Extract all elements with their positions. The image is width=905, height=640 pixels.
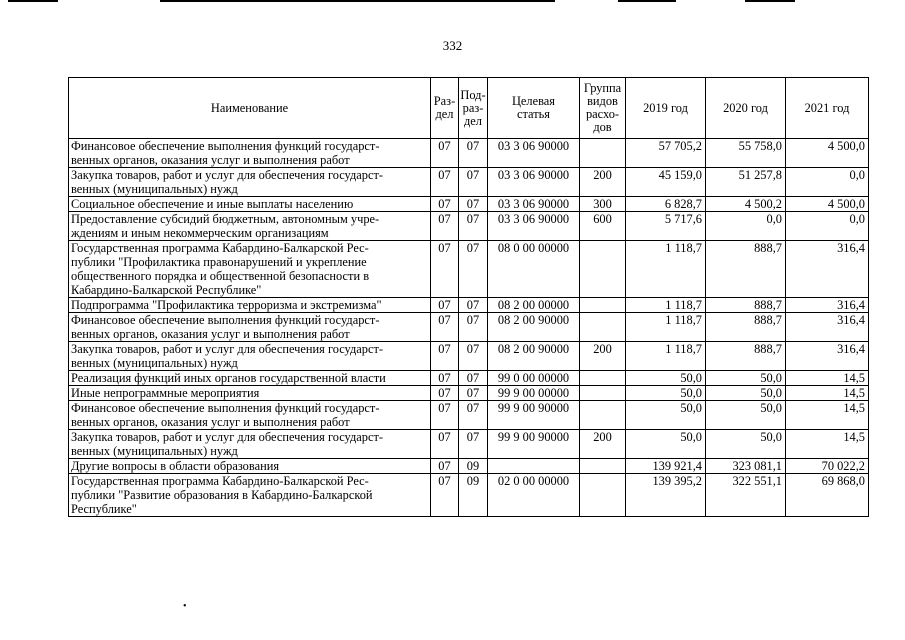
- table-row: [69, 342, 869, 371]
- header-year-2020: 2020 год: [706, 78, 786, 139]
- cell-year-2020: 50,0: [706, 401, 786, 430]
- cell-target-article: 02 0 00 00000: [488, 474, 580, 517]
- cell-target-article: 99 9 00 90000: [488, 430, 580, 459]
- cell-section: 07: [431, 197, 459, 212]
- cell-year-2019: 139 395,2: [626, 474, 706, 517]
- cell-expense-group: [580, 139, 626, 168]
- table-row: [69, 401, 869, 430]
- cell-target-article: 03 3 06 90000: [488, 139, 580, 168]
- cell-year-2020: 323 081,1: [706, 459, 786, 474]
- cell-subsection: 09: [459, 459, 488, 474]
- cell-year-2019: 1 118,7: [626, 298, 706, 313]
- cell-subsection: 07: [459, 298, 488, 313]
- cell-name: Финансовое обеспечение выполнения функций государст- венных органов, оказания услуг и выполнения работ: [69, 401, 431, 430]
- cell-section: 07: [431, 401, 459, 430]
- table-body: [69, 139, 869, 517]
- cell-expense-group: [580, 474, 626, 517]
- cell-year-2020: 888,7: [706, 298, 786, 313]
- cell-section: 07: [431, 371, 459, 386]
- cell-year-2019: 50,0: [626, 386, 706, 401]
- cell-target-article: 08 0 00 00000: [488, 241, 580, 298]
- cell-name: Закупка товаров, работ и услуг для обеспечения государст- венных (муниципальных) нужд: [69, 342, 431, 371]
- top-rule-fragment: [745, 0, 795, 2]
- cell-year-2019: 139 921,4: [626, 459, 706, 474]
- cell-expense-group: [580, 313, 626, 342]
- cell-subsection: 09: [459, 474, 488, 517]
- cell-year-2021: 69 868,0: [786, 474, 869, 517]
- cell-subsection: 07: [459, 212, 488, 241]
- header-year-2021: 2021 год: [786, 78, 869, 139]
- cell-target-article: 08 2 00 90000: [488, 313, 580, 342]
- cell-expense-group: [580, 401, 626, 430]
- header-expense-group: Группа видов расхо- дов: [580, 78, 626, 139]
- cell-section: 07: [431, 386, 459, 401]
- cell-year-2019: 45 159,0: [626, 168, 706, 197]
- cell-subsection: 07: [459, 168, 488, 197]
- cell-year-2021: 0,0: [786, 212, 869, 241]
- cell-year-2020: 888,7: [706, 313, 786, 342]
- cell-name: Государственная программа Кабардино-Балкарской Рес- публики "Развитие образования в Кабардино-Балкарской Республике": [69, 474, 431, 517]
- cell-name: Государственная программа Кабардино-Балкарской Рес- публики "Профилактика правонарушений и укрепление общественного порядка и общественной безопасности в Кабардино-Балкарской Республике": [69, 241, 431, 298]
- cell-section: 07: [431, 430, 459, 459]
- cell-subsection: 07: [459, 401, 488, 430]
- cell-year-2020: 55 758,0: [706, 139, 786, 168]
- cell-name: Финансовое обеспечение выполнения функций государст- венных органов, оказания услуг и выполнения работ: [69, 139, 431, 168]
- cell-section: 07: [431, 241, 459, 298]
- cell-section: 07: [431, 459, 459, 474]
- cell-target-article: 03 3 06 90000: [488, 168, 580, 197]
- cell-year-2020: 50,0: [706, 386, 786, 401]
- table-row: [69, 371, 869, 386]
- cell-year-2021: 14,5: [786, 371, 869, 386]
- cell-expense-group: 200: [580, 430, 626, 459]
- cell-year-2021: 316,4: [786, 298, 869, 313]
- cell-section: 07: [431, 342, 459, 371]
- top-rule-fragment: [618, 0, 676, 2]
- cell-year-2021: 316,4: [786, 241, 869, 298]
- top-rule-fragment: [8, 0, 58, 2]
- cell-section: 07: [431, 212, 459, 241]
- table-row: [69, 459, 869, 474]
- table-row: [69, 313, 869, 342]
- cell-expense-group: 200: [580, 342, 626, 371]
- header-name: Наименование: [69, 78, 431, 139]
- table-row: [69, 212, 869, 241]
- cell-year-2019: 57 705,2: [626, 139, 706, 168]
- cell-year-2019: 1 118,7: [626, 313, 706, 342]
- cell-section: 07: [431, 298, 459, 313]
- cell-subsection: 07: [459, 386, 488, 401]
- cell-subsection: 07: [459, 139, 488, 168]
- table-row: [69, 168, 869, 197]
- table-header-row: [69, 78, 869, 139]
- header-year-2019: 2019 год: [626, 78, 706, 139]
- cell-year-2021: 70 022,2: [786, 459, 869, 474]
- cell-subsection: 07: [459, 342, 488, 371]
- cell-expense-group: [580, 298, 626, 313]
- cell-year-2021: 4 500,0: [786, 197, 869, 212]
- cell-year-2019: 50,0: [626, 371, 706, 386]
- header-target-article: Целевая статья: [488, 78, 580, 139]
- cell-year-2020: 0,0: [706, 212, 786, 241]
- cell-year-2021: 316,4: [786, 342, 869, 371]
- cell-subsection: 07: [459, 371, 488, 386]
- cell-year-2020: 888,7: [706, 241, 786, 298]
- cell-expense-group: [580, 459, 626, 474]
- cell-name: Другие вопросы в области образования: [69, 459, 431, 474]
- cell-year-2021: 316,4: [786, 313, 869, 342]
- cell-subsection: 07: [459, 241, 488, 298]
- cell-name: Иные непрограммные мероприятия: [69, 386, 431, 401]
- cell-expense-group: 200: [580, 168, 626, 197]
- cell-year-2019: 50,0: [626, 401, 706, 430]
- table-row: [69, 139, 869, 168]
- cell-year-2019: 50,0: [626, 430, 706, 459]
- cell-year-2020: 50,0: [706, 430, 786, 459]
- cell-expense-group: 600: [580, 212, 626, 241]
- cell-target-article: [488, 459, 580, 474]
- cell-year-2020: 50,0: [706, 371, 786, 386]
- cell-section: 07: [431, 313, 459, 342]
- budget-table: [68, 77, 869, 517]
- cell-name: Закупка товаров, работ и услуг для обеспечения государст- венных (муниципальных) нужд: [69, 430, 431, 459]
- stray-dot: •: [183, 601, 187, 612]
- cell-year-2019: 5 717,6: [626, 212, 706, 241]
- cell-name: Финансовое обеспечение выполнения функций государст- венных органов, оказания услуг и выполнения работ: [69, 313, 431, 342]
- cell-target-article: 03 3 06 90000: [488, 212, 580, 241]
- cell-name: Подпрограмма "Профилактика терроризма и экстремизма": [69, 298, 431, 313]
- cell-expense-group: [580, 371, 626, 386]
- cell-subsection: 07: [459, 197, 488, 212]
- cell-section: 07: [431, 139, 459, 168]
- table-row: [69, 386, 869, 401]
- cell-year-2020: 51 257,8: [706, 168, 786, 197]
- cell-subsection: 07: [459, 430, 488, 459]
- cell-year-2019: 6 828,7: [626, 197, 706, 212]
- cell-target-article: 03 3 06 90000: [488, 197, 580, 212]
- top-rule-fragment: [160, 0, 555, 2]
- cell-name: Закупка товаров, работ и услуг для обеспечения государст- венных (муниципальных) нужд: [69, 168, 431, 197]
- table-row: [69, 474, 869, 517]
- cell-expense-group: [580, 241, 626, 298]
- page-number: 332: [442, 38, 463, 53]
- cell-subsection: 07: [459, 313, 488, 342]
- cell-target-article: 99 0 00 00000: [488, 371, 580, 386]
- header-section: Раз- дел: [431, 78, 459, 139]
- table-row: [69, 241, 869, 298]
- header-subsection: Под- раз- дел: [459, 78, 488, 139]
- cell-year-2020: 322 551,1: [706, 474, 786, 517]
- cell-year-2021: 0,0: [786, 168, 869, 197]
- cell-year-2021: 4 500,0: [786, 139, 869, 168]
- table-row: [69, 298, 869, 313]
- cell-year-2021: 14,5: [786, 386, 869, 401]
- cell-target-article: 08 2 00 00000: [488, 298, 580, 313]
- cell-target-article: 08 2 00 90000: [488, 342, 580, 371]
- cell-name: Предоставление субсидий бюджетным, автономным учре- ждениям и иным некоммерческим организациям: [69, 212, 431, 241]
- cell-year-2019: 1 118,7: [626, 241, 706, 298]
- cell-year-2021: 14,5: [786, 430, 869, 459]
- cell-name: Реализация функций иных органов государственной власти: [69, 371, 431, 386]
- cell-year-2020: 4 500,2: [706, 197, 786, 212]
- cell-year-2019: 1 118,7: [626, 342, 706, 371]
- cell-expense-group: 300: [580, 197, 626, 212]
- cell-section: 07: [431, 168, 459, 197]
- cell-section: 07: [431, 474, 459, 517]
- cell-year-2021: 14,5: [786, 401, 869, 430]
- cell-name: Социальное обеспечение и иные выплаты населению: [69, 197, 431, 212]
- cell-expense-group: [580, 386, 626, 401]
- cell-year-2020: 888,7: [706, 342, 786, 371]
- table-row: [69, 430, 869, 459]
- cell-target-article: 99 9 00 90000: [488, 401, 580, 430]
- cell-target-article: 99 9 00 00000: [488, 386, 580, 401]
- table-row: [69, 197, 869, 212]
